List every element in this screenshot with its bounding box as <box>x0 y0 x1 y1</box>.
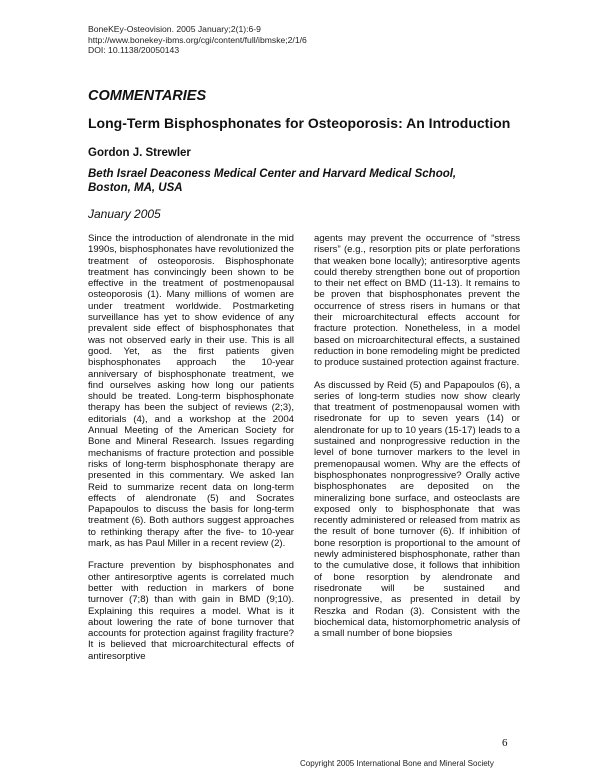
paragraph: Since the introduction of alendronate in the mid 1990s, bisphosphonates have revolutionized the treatment of osteoporosis. Bisphosphonate treatment has convincingly been shown to be effective in the treatment of postmenopausal osteoporosis (1). Many millions of women are under treatment worldwide. Postmarketing surveillance has yet to show evidence of any prevalent side effect of bisphosphonates that was not observed early in their use. This is all good. Yet, as the first patients given bisphosphonates approach the 10-year anniversary of bisphosphonate treatment, we find ourselves asking how long our patients should be treated. Long-term bisphosphonate therapy has been the subject of reviews (2;3), editorials (4), and a workshop at the 2004 Annual Meeting of the American Society for Bone and Mineral Research. Issues regarding mechanisms of fracture protection and possible risks of long-term bisphosphonate therapy are presented in this commentary. We asked Ian Reid to summarize recent data on long-term effects of alendronate (5) and Socrates Papapoulos to discuss the basis for long-term treatment (6). Both authors suggest approaches to rethinking therapy after the five- to 10-year mark, as has Paul Miller in a recent review (2). <box>88 233 294 550</box>
article-title: Long-Term Bisphosphonates for Osteoporosis: An Introduction <box>88 115 511 131</box>
author-affiliation: Beth Israel Deaconess Medical Center and Harvard Medical School, Boston, MA, USA <box>88 168 457 194</box>
paragraph: As discussed by Reid (5) and Papapoulos (6), a series of long-term studies now show clearly that treatment of postmenopausal women with risedronate for up to seven years (14) or alendronate for up to 10 years (15-17) leads to a sustained and nonprogressive reduction in the level of bone turnover markers to the level in premenopausal women. Why are the effects of bisphosphonates nonprogressive? Orally active bisphosphonates are deposited on the mineralizing bone surface, and osteoclasts are exposed only to bisphosphonate that was recently administered or released from matrix as the result of bone turnover (6). If inhibition of bone resorption is proportional to the amount of newly administered bisphosphonate, rather than to the cumulative dose, it follows that inhibition of bone resorption by alendronate and risedronate will be sustained and nonprogressive, as presented in detail by Reszka and Rodan (3). Consistent with the biochemical data, histomorphometric analysis of a small number of bone biopsies <box>314 379 520 640</box>
copyright-footer: Copyright 2005 International Bone and Mineral Society <box>300 759 494 768</box>
author-name: Gordon J. Strewler <box>88 147 191 159</box>
body-column-left <box>88 233 294 673</box>
running-header <box>88 24 307 56</box>
article-url[interactable]: http://www.bonekey-ibms.org/cgi/content/full/ibmske;2/1/6 <box>88 34 307 45</box>
page-number: 6 <box>502 737 508 749</box>
doi: DOI: 10.1138/20050143 <box>88 45 180 55</box>
paragraph: Fracture prevention by bisphosphonates and other antiresorptive agents is correlated much better with reduction in markers of bone turnover (7;8) than with gain in BMD (9;10). Explaining this requires a model. What is it about lowering the rate of bone turnover that accounts for protection against fragility fracture? It is believed that microarchitectural effects of antiresorptive <box>88 560 294 662</box>
paragraph: agents may prevent the occurrence of “stress risers” (e.g., resorption pits or plate perforations that weaken bone locally); antiresorptive agents could thereby strengthen bone out of proportion to their net effect on BMD (11-13). It remains to be proven that bisphosphonates prevent the occurrence of stress risers in humans or that their microarchitectural effects account for fracture protection. Nonetheless, in a model based on microarchitectural effects, a sustained reduction in bone remodeling might be predicted to produce sustained protection against fracture. <box>314 233 520 369</box>
journal-citation: BoneKEy-Osteovision. 2005 January;2(1):6-9 <box>88 24 261 34</box>
section-heading: COMMENTARIES <box>88 88 207 104</box>
publication-date: January 2005 <box>88 207 161 221</box>
body-column-right <box>314 233 520 650</box>
